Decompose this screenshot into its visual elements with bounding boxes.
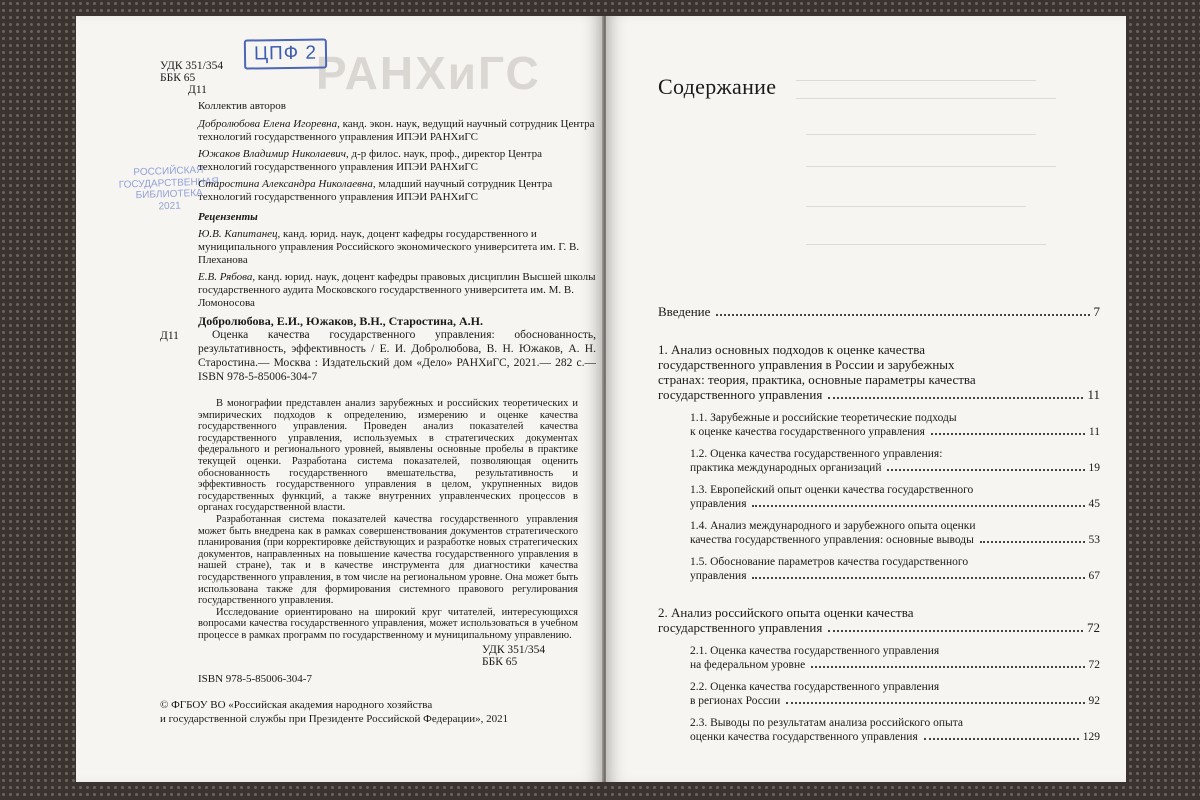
library-stamp-line: 2021 bbox=[158, 200, 181, 212]
toc-entry-line: 2.1. Оценка качества государственного управления bbox=[690, 645, 940, 657]
reviewer-name: Ю.В. Капитанец bbox=[198, 228, 278, 240]
toc-entry-title: Введение bbox=[658, 304, 711, 319]
udk-block bbox=[160, 60, 223, 96]
toc-entry-line: 1.5. Обоснование параметров качества государственного bbox=[690, 556, 969, 568]
toc-leader-dots bbox=[980, 541, 1085, 543]
copyright-line: © ФГБОУ ВО «Российская академия народного хозяйства bbox=[160, 699, 433, 711]
toc-page-number: 92 bbox=[1088, 695, 1100, 707]
bbk-code: ББК 65 bbox=[160, 72, 196, 84]
toc-leader-dots bbox=[828, 630, 1083, 632]
toc-leader-dots bbox=[786, 702, 1084, 704]
toc-entry-line: 2.2. Оценка качества государственного управления bbox=[690, 681, 940, 693]
reviewer-entry bbox=[198, 271, 596, 310]
author-desc: , канд. экон. наук, ведущий научный сотрудник Центра технологий государственного управления ИПЭИ РАНХиГС bbox=[198, 118, 595, 143]
toc-page-number: 53 bbox=[1088, 534, 1100, 546]
toc-entry bbox=[690, 716, 1100, 744]
toc-entry-line: 1.1. Зарубежные и российские теоретические подходы bbox=[690, 412, 957, 424]
copyright bbox=[160, 698, 508, 726]
library-stamp-line: ГОСУДАРСТВЕННАЯ bbox=[118, 175, 219, 191]
toc-entry-line: 1.4. Анализ международного и зарубежного опыта оценки bbox=[690, 520, 976, 532]
right-page bbox=[606, 16, 1126, 782]
watermark-logo: РАНХиГС bbox=[316, 47, 541, 99]
abstract-paragraph: Исследование ориентировано на широкий круг читателей, интересующихся вопросами качества государственного управления, может использоваться в учебном процессе в рамках программ по государственному и муниципальному управлению. bbox=[198, 606, 578, 641]
toc-entry-title: управления bbox=[690, 570, 747, 582]
toc-entry-title: оценки качества государственного управления bbox=[690, 731, 918, 743]
toc-entry-line: государственного управления в России и зарубежных bbox=[658, 357, 955, 372]
isbn: ISBN 978-5-85006-304-7 bbox=[198, 673, 312, 685]
toc-entry bbox=[690, 519, 1100, 547]
reviewer-entry bbox=[198, 228, 596, 267]
toc-entry-title: государственного управления bbox=[658, 387, 823, 402]
citation-text: Оценка качества государственного управления: обоснованность, результативность, эффективность / Е. И. Добролюбова, В. Н. Южаков, А. Н. Старостина.— Москва : Издательский дом «Дело» РАНХиГС, 2021.— 282 с.— ISBN 978-5-85006-304-7 bbox=[198, 329, 596, 383]
citation-code: Д11 bbox=[160, 330, 179, 342]
show-through bbox=[806, 166, 1056, 167]
reviewers-heading: Рецензенты bbox=[198, 211, 258, 223]
show-through bbox=[806, 134, 1036, 135]
toc-entry bbox=[690, 680, 1100, 708]
library-stamp-line: БИБЛИОТЕКА bbox=[135, 187, 203, 202]
toc-leader-dots bbox=[811, 666, 1084, 668]
toc-entry bbox=[690, 483, 1100, 511]
left-page bbox=[76, 16, 602, 782]
author-entry bbox=[198, 118, 596, 144]
toc-entry-title: к оценке качества государственного управления bbox=[690, 426, 925, 438]
toc-entry-line: 1.3. Европейский опыт оценки качества государственного bbox=[690, 484, 974, 496]
toc-leader-dots bbox=[887, 469, 1084, 471]
toc-entry bbox=[690, 644, 1100, 672]
show-through bbox=[806, 244, 1046, 245]
toc-entry-line: странах: теория, практика, основные параметры качества bbox=[658, 372, 976, 387]
toc-entry-title: в регионах России bbox=[690, 695, 781, 707]
abstract-paragraph: Разработанная система показателей качества государственного управления может быть внедрена как в рамках совершенствования документов стратегического планирования (при корректировке действующих и разработке новых стратегических документов, направленных на повышение качества государственного управления в нашей стране), так и в качестве инструмента для диагностики качества государственного управления, в том числе на региональном уровне. Она может быть использована также для формирования системного правового регулирования государственного управления. bbox=[198, 513, 578, 607]
author-desc: , младший научный сотрудник Центра технологий государственного управления ИПЭИ РАНХиГС bbox=[198, 178, 553, 203]
authors-section bbox=[198, 100, 596, 310]
toc-entry bbox=[658, 342, 1100, 403]
toc-entry bbox=[690, 555, 1100, 583]
toc-entry bbox=[658, 605, 1100, 636]
bottom-bbk: ББК 65 bbox=[482, 656, 518, 668]
authors-heading: Коллектив авторов bbox=[198, 100, 286, 112]
toc-entry-title: управления bbox=[690, 498, 747, 510]
toc-leader-dots bbox=[752, 577, 1084, 579]
toc-page-number: 45 bbox=[1088, 498, 1100, 510]
copyright-line: и государственной службы при Президенте Российской Федерации», 2021 bbox=[160, 713, 509, 725]
toc-leader-dots bbox=[828, 397, 1083, 399]
toc-entry-title: на федеральном уровне bbox=[690, 659, 806, 671]
author-mark: Д11 bbox=[188, 84, 207, 96]
toc-leader-dots bbox=[716, 314, 1089, 316]
reviewer-desc: , канд. юрид. наук, доцент кафедры правовых дисциплин Высшей школы государственного аудита Московского государственного университета им. М. В. Ломоносова bbox=[198, 271, 596, 309]
toc-title: Содержание bbox=[658, 74, 777, 99]
toc-entry-title: государственного управления bbox=[658, 620, 823, 635]
table-of-contents bbox=[658, 304, 1100, 744]
citation-block bbox=[198, 314, 596, 384]
library-stamp-line: РОССИЙСКАЯ bbox=[133, 164, 204, 179]
cpf-stamp: ЦПФ 2 bbox=[244, 38, 327, 69]
author-name: Добролюбова Елена Игоревна bbox=[198, 118, 338, 130]
toc-page-number: 7 bbox=[1093, 304, 1100, 319]
toc-entry-title: практика международных организаций bbox=[690, 462, 882, 474]
abstract-paragraph: В монографии представлен анализ зарубежных и российских теоретических и эмпирических подходов к определению, измерению и оценке качества государственного управления. Проведен анализ показателей качества государственного управления, используемых в стратегических документах федерального и регионального уровней, выявлены основные пробелы в практике текущей оценки. Разработана система показателей, позволяющая оценить обоснованность государственного вмешательства, результативность и эффективность государственного управления в целом, укрупненных видов государственных функций, а также внутренних управленческих процессов в органах государственной власти. bbox=[198, 398, 578, 514]
author-name: Южаков Владимир Николаевич bbox=[198, 148, 346, 160]
author-name: Старостина Александра Николаевна bbox=[198, 178, 373, 190]
reviewer-name: Е.В. Рябова bbox=[198, 271, 253, 283]
toc-entry-line: 1. Анализ основных подходов к оценке качества bbox=[658, 342, 925, 357]
reviewer-desc: , канд. юрид. наук, доцент кафедры государственного и муниципального управления Российского экономического университета им. Г. В. Плеханова bbox=[198, 228, 580, 266]
toc-page-number: 129 bbox=[1082, 731, 1100, 743]
toc-entry-line: 2.3. Выводы по результатам анализа российского опыта bbox=[690, 717, 964, 729]
show-through bbox=[796, 80, 1036, 81]
bottom-udk: УДК 351/354 bbox=[482, 644, 546, 656]
toc-page-number: 11 bbox=[1087, 387, 1100, 402]
abstract bbox=[198, 398, 578, 641]
author-desc: , д-р филос. наук, проф., директор Центра технологий государственного управления ИПЭИ РАНХиГС bbox=[198, 148, 542, 173]
author-entry bbox=[198, 148, 596, 174]
toc-page-number: 72 bbox=[1087, 620, 1100, 635]
citation-authors: Добролюбова, Е.И., Южаков, В.Н., Старостина, А.Н. bbox=[198, 314, 483, 328]
toc-page-number: 19 bbox=[1088, 462, 1100, 474]
toc-entry-line: 2. Анализ российского опыта оценки качества bbox=[658, 605, 914, 620]
bottom-classification bbox=[482, 644, 545, 668]
show-through bbox=[806, 206, 1026, 207]
show-through bbox=[796, 98, 1056, 99]
toc-entry bbox=[658, 304, 1100, 320]
toc-leader-dots bbox=[752, 505, 1084, 507]
toc-leader-dots bbox=[924, 738, 1079, 740]
toc-page-number: 72 bbox=[1088, 659, 1100, 671]
udk-code: УДК 351/354 bbox=[160, 60, 224, 72]
toc-page-number: 67 bbox=[1088, 570, 1100, 582]
toc-entry-line: 1.2. Оценка качества государственного управления: bbox=[690, 448, 943, 460]
toc-entry bbox=[690, 411, 1100, 439]
toc-entry bbox=[690, 447, 1100, 475]
toc-page-number: 11 bbox=[1088, 426, 1100, 438]
toc-entry-title: качества государственного управления: основные выводы bbox=[690, 534, 974, 546]
toc-leader-dots bbox=[931, 433, 1085, 435]
author-entry bbox=[198, 178, 596, 204]
